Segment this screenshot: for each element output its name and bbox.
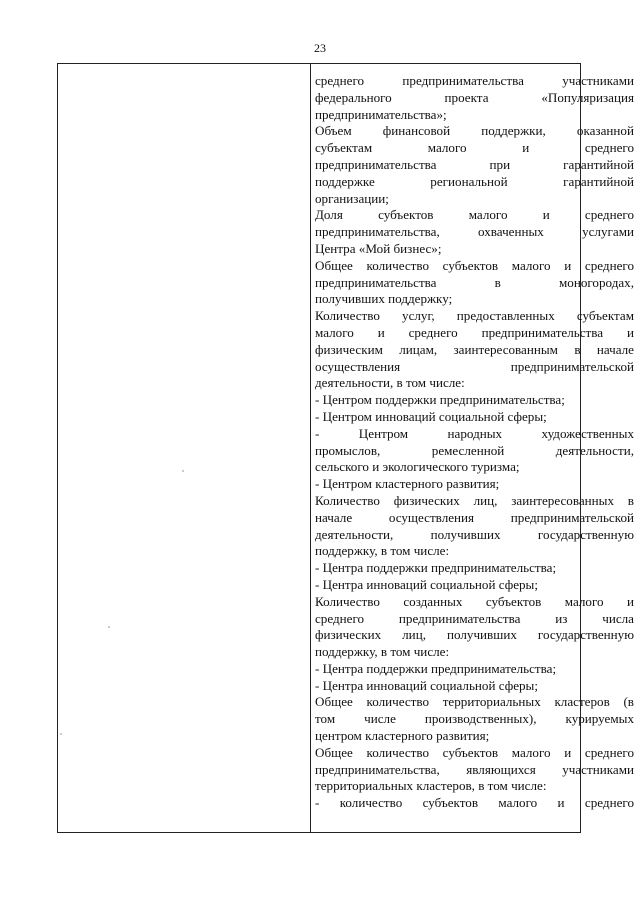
text-line: среднего предпринимательства участниками [315,73,634,88]
text-line: - Центра поддержки предпринимательства; [315,560,557,576]
text-line: - Центром кластерного развития; [315,476,500,492]
text-line: Объем финансовой поддержки, оказанной [315,123,634,139]
text-line: Общее количество субъектов малого и среднего [315,257,634,273]
text-line: территориальных кластеров, в том числе: [315,778,547,794]
text-line: поддержке региональной гарантийной [315,173,634,189]
text-line: осуществления предпринимательской [315,358,634,374]
text-line: - Центром поддержки предпринимательства; [315,392,565,408]
table-left-cell [58,64,310,832]
text-line: получивших поддержку; [315,291,453,307]
text-line: - Центра инноваций социальной сферы; [315,677,538,693]
page-number: 23 [314,41,326,55]
text-line: Количество физических лиц, заинтересованных в [315,492,634,508]
text-line: - количество субъектов малого и среднего [315,795,634,811]
text-line: - Центра поддержки предпринимательства; [315,660,557,676]
table-right-cell [315,73,634,812]
table-column-divider [310,64,311,832]
text-line: - Центра инноваций социальной сферы; [315,576,538,592]
text-line: сельского и экологического туризма; [315,459,520,475]
text-line: предпринимательства»; [315,106,447,122]
text-line: организации; [315,190,389,206]
text-line: Центра «Мой бизнес»; [315,240,442,256]
scan-speck [60,733,62,735]
text-line: среднего предпринимательства из числа [315,610,634,626]
text-line: деятельности, получивших государственную [315,526,634,542]
scan-speck [108,626,110,628]
text-line: предпринимательства, охваченных услугами [315,224,634,240]
text-line: малого и среднего предпринимательства и [315,324,634,340]
text-line: - Центром народных художественных [315,425,634,441]
text-line: - Центром инноваций социальной сферы; [315,408,547,424]
text-line: начале осуществления предпринимательской [315,509,634,525]
text-line: промыслов, ремесленной деятельности, [315,442,634,458]
scan-speck [182,470,184,472]
text-line: том числе производственных), курируемых [315,711,634,727]
text-line: Количество созданных субъектов малого и [315,593,634,609]
text-line: предпринимательства при гарантийной [315,156,634,172]
text-line: физических лиц, получивших государственную [315,627,634,643]
document-table [57,63,634,833]
text-line: поддержку, в том числе: [315,644,450,660]
text-line: поддержку, в том числе: [315,543,450,559]
text-line: деятельности, в том числе: [315,375,465,391]
text-line: предпринимательства в моногородах, [315,274,634,290]
text-line: Доля субъектов малого и среднего [315,207,634,223]
text-line: федерального проекта «Популяризация [315,89,634,105]
text-line: центром кластерного развития; [315,728,490,744]
text-line: Общее количество территориальных кластеров (в [315,694,634,710]
text-line: субъектам малого и среднего [315,140,634,156]
text-line: физическим лицам, заинтересованным в начале [315,341,634,357]
text-line: предпринимательства, являющихся участниками [315,761,634,777]
text-line: Общее количество субъектов малого и среднего [315,744,634,760]
text-line: Количество услуг, предоставленных субъектам [315,308,634,324]
